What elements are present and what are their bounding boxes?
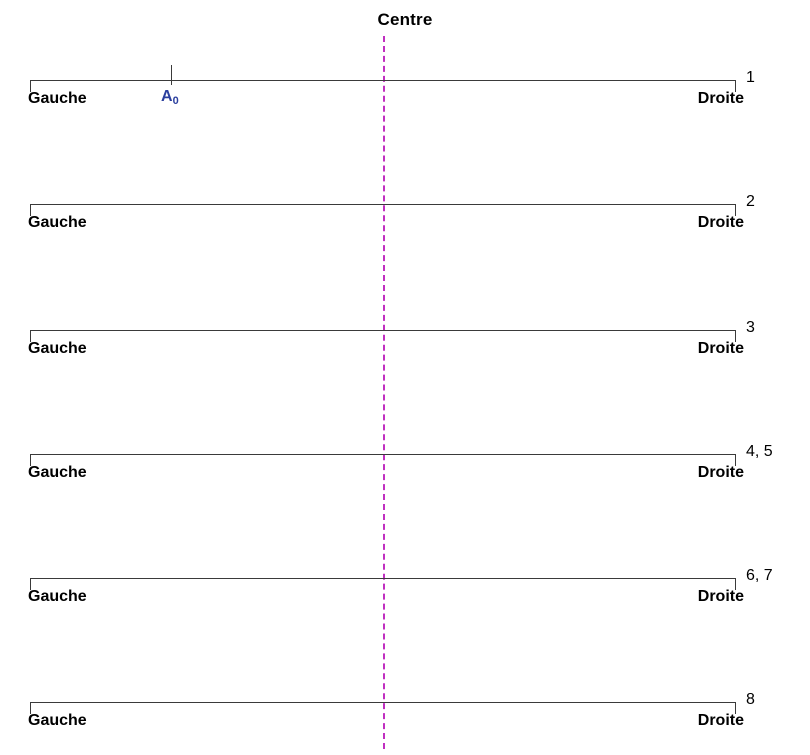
axis-label-right: Droite: [697, 712, 744, 729]
axis-label-left: Gauche: [28, 90, 87, 107]
scale-row: [0, 164, 810, 231]
centre-label: Centre: [377, 10, 433, 29]
axis-label-right: Droite: [697, 340, 744, 357]
row-number: 8: [746, 691, 755, 708]
axis-label-left: Gauche: [28, 464, 87, 481]
centre-dashed-line: [383, 36, 385, 749]
scale-axis-line: [30, 454, 735, 455]
axis-label-right: Droite: [697, 214, 744, 231]
row-number: 1: [746, 69, 755, 86]
scale-row: [0, 414, 810, 481]
marker-label-subscript: 0: [172, 95, 179, 107]
row-number: 4, 5: [746, 443, 773, 460]
scale-axis-line: [30, 330, 735, 331]
axis-label-left: Gauche: [28, 712, 87, 729]
axis-label-right: Droite: [697, 464, 744, 481]
scale-axis-line: [30, 204, 735, 205]
row-number: 3: [746, 319, 755, 336]
scale-axis-line: [30, 80, 735, 81]
row-number: 2: [746, 193, 755, 210]
scale-axis-line: [30, 702, 735, 703]
scale-row: [0, 290, 810, 357]
scale-axis-line: [30, 578, 735, 579]
row-number: 6, 7: [746, 567, 773, 584]
axis-label-left: Gauche: [28, 340, 87, 357]
marker-label: [161, 88, 179, 106]
axis-label-right: Droite: [697, 588, 744, 605]
axis-label-left: Gauche: [28, 588, 87, 605]
scale-row: [0, 40, 810, 107]
marker-tick: [171, 65, 172, 85]
axis-label-left: Gauche: [28, 214, 87, 231]
marker-label-base: A: [161, 88, 173, 105]
scale-row: [0, 662, 810, 729]
axis-label-right: Droite: [697, 90, 744, 107]
scale-row: [0, 538, 810, 605]
